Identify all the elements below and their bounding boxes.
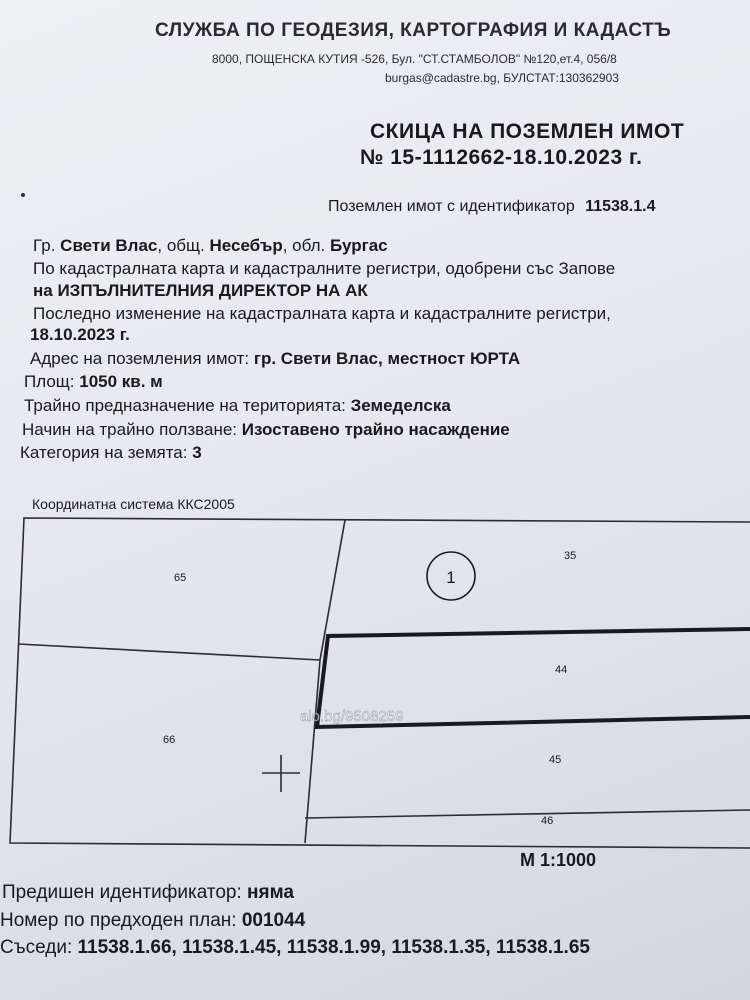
- neighbors-line: [0, 937, 590, 959]
- neighbors-label: Съседи:: [0, 937, 73, 958]
- prev-id-line: [2, 882, 294, 904]
- parcel-label-44: 44: [555, 664, 568, 676]
- divider-65-66: [18, 644, 320, 660]
- region-prefix: , обл.: [282, 236, 326, 255]
- divider-66-east: [305, 660, 320, 843]
- purpose-label: Трайно предназначение на територията:: [24, 396, 346, 415]
- town-prefix: Гр.: [33, 236, 56, 255]
- last-change-text: Последно изменение на кадастралната карта и кадастралните регистри,: [33, 304, 611, 323]
- address-label: Адрес на поземления имот:: [30, 349, 250, 368]
- identifier-value: 11538.1.4: [585, 198, 656, 215]
- parcel-label-65: 65: [174, 572, 187, 584]
- prev-id-value: няма: [247, 882, 294, 903]
- parcel-label-66: 66: [163, 734, 176, 746]
- address-value: гр. Свети Влас, местност ЮРТА: [253, 349, 521, 368]
- region: Бургас: [330, 236, 388, 255]
- municipality-prefix: , общ.: [157, 236, 205, 255]
- identifier-label: Поземлен имот с идентификатор: [328, 198, 575, 215]
- document-title: СКИЦА НА ПОЗЕМЛЕН ИМОТ: [370, 120, 685, 143]
- parcel-label-35: 35: [564, 550, 577, 562]
- area-value: 1050 кв. м: [79, 372, 163, 391]
- town: Свети Влас: [60, 236, 158, 255]
- prev-plan-label: Номер по предходен план:: [0, 910, 237, 931]
- usage-value: Изоставено трайно насаждение: [241, 420, 510, 439]
- map-frame: [10, 518, 750, 848]
- neighbors-value: 11538.1.66, 11538.1.45, 11538.1.99, 11538.1.35, 11538.1.65: [77, 937, 590, 958]
- divider-45-46: [305, 810, 750, 818]
- order-text: По кадастралната карта и кадастралните регистри, одобрени със Запове: [33, 259, 616, 278]
- order-by: на ИЗПЪЛНИТЕЛНИЯ ДИРЕКТОР НА АК: [33, 281, 368, 300]
- divider-65-35: [320, 520, 345, 660]
- category-value: 3: [192, 443, 202, 462]
- parcel-label-45: 45: [549, 754, 562, 766]
- purpose-value: Земеделска: [350, 396, 451, 415]
- document-number: № 15-1112662-18.10.2023 г.: [360, 146, 643, 169]
- agency-name: СЛУЖБА ПО ГЕОДЕЗИЯ, КАРТОГРАФИЯ И КАДАСТЪ: [155, 20, 672, 41]
- watermark: alo.bg/9508259: [300, 708, 404, 725]
- area-label: Площ:: [24, 372, 75, 391]
- coordinate-system: Координатна система ККС2005: [32, 496, 235, 512]
- last-change-date: 18.10.2023 г.: [30, 325, 130, 344]
- municipality: Несебър: [209, 236, 283, 255]
- agency-contact: burgas@cadastre.bg, БУЛСТАТ:130362903: [385, 71, 619, 85]
- map-scale: М 1:1000: [520, 850, 597, 870]
- parcel-label-46: 46: [541, 815, 554, 827]
- prev-id-label: Предишен идентификатор:: [2, 882, 242, 903]
- category-label: Категория на земята:: [20, 443, 188, 462]
- agency-address: 8000, ПОЩЕНСКА КУТИЯ -526, Бул. "СТ.СТАМБОЛОВ" №120,ет.4, 056/8: [212, 52, 617, 66]
- prev-plan-line: [0, 910, 305, 932]
- parcel-number: 1: [446, 568, 456, 587]
- prev-plan-value: 001044: [241, 910, 306, 931]
- usage-label: Начин на трайно ползване:: [22, 420, 238, 439]
